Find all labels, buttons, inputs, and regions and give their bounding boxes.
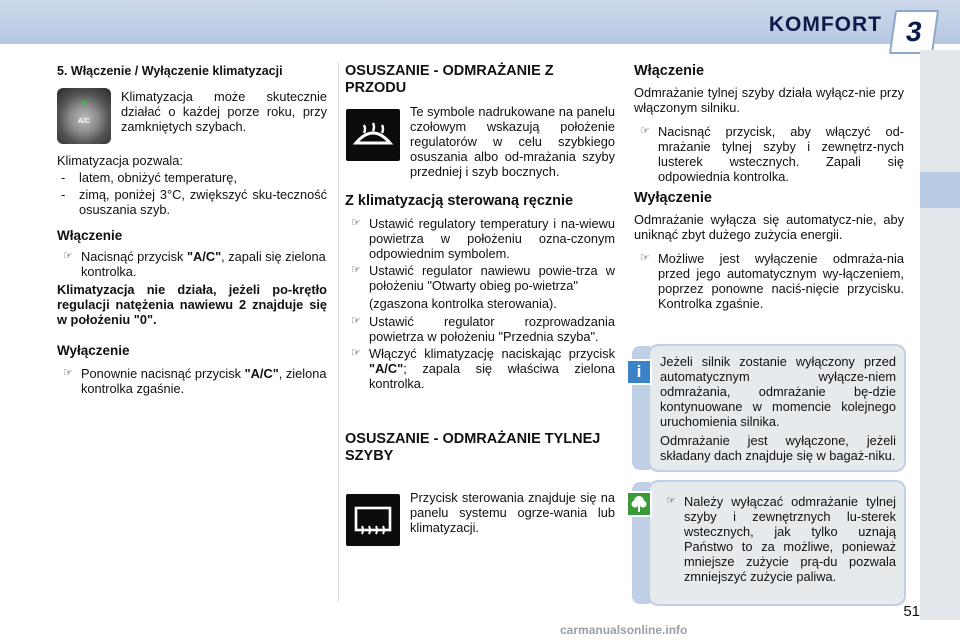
info-icon: i xyxy=(626,359,652,385)
page-number: 51 xyxy=(903,603,920,620)
right-off-heading: Wyłączenie xyxy=(634,190,712,206)
tree-icon xyxy=(626,491,652,517)
right-off-bullet: ☞ Możliwe jest wyłączenie odmraża-nia przed jego automatycznym wy-łączeniem, poprzez ponowne naciś-nięcie przycisku. Kontrolka zgaśnie. xyxy=(640,251,904,311)
allows-label: Klimatyzacja pozwala: xyxy=(57,153,183,168)
right-on-heading: Włączenie xyxy=(634,63,705,79)
front-text: Te symbole nadrukowane na panelu czołowym wskazują położenie regulatorów w celu szybkiego osuszania albo od-mrażania szyby przedniej i szyb bocznych. xyxy=(410,104,615,179)
list-item: ☞ Ustawić regulator nawiewu powie-trza w położeniu "Otwarty obieg po-wietrza" xyxy=(351,263,615,293)
side-strip xyxy=(920,50,960,620)
right-on-block xyxy=(634,63,904,184)
eco-bullet: ☞ Należy wyłączać odmrażanie tylnej szyby i zewnętrznych lu-sterek wstecznych, jak tylko uznają Państwo to za możliwe, ponieważ mniejsze zużycie prą-du pozwala zmniejszyć zużycie paliwa. xyxy=(666,494,896,584)
indicator-led-icon xyxy=(82,100,87,105)
info-box xyxy=(650,346,904,470)
manual-section xyxy=(345,193,615,391)
info-text: Jeżeli silnik zostanie wyłączony przed automatycznym wyłącze-niem odmrażania, odmrażanie bę-dzie kontynuowane w momencie kolejnego uruchomienia silnika. Odmrażanie jest wyłączone, jeżeli składany dach znajduje się w bagaż-niku. xyxy=(660,354,896,463)
right-on-text: Odmrażanie tylnej szyby działa wyłącz-nie przy włączonym silniku. xyxy=(634,85,904,115)
ac-label: A/C xyxy=(77,118,91,125)
list-item: - latem, obniżyć temperaturę, xyxy=(61,170,237,185)
eco-text xyxy=(660,494,896,584)
allows-block xyxy=(57,153,327,217)
ac-button-image xyxy=(57,88,111,144)
off-bullet: ☞ Ponownie nacisnąć przycisk "A/C", zielona kontrolka zgaśnie. xyxy=(63,366,327,396)
watermark: carmanualsonline.info xyxy=(560,623,688,637)
list-item: - zimą, poniżej 3°C, zwiększyć sku-teczność osuszania szyb. xyxy=(61,187,327,217)
on-heading: Włączenie xyxy=(57,228,123,243)
pointing-hand-icon: ☞ xyxy=(666,495,676,507)
eco-box xyxy=(650,482,904,604)
column-divider xyxy=(338,62,339,602)
pointing-hand-icon: ☞ xyxy=(351,347,361,359)
list-item: ☞ Ustawić regulator rozprowadzania powietrza w położeniu "Przednia szyba". xyxy=(351,314,615,344)
pointing-hand-icon: ☞ xyxy=(63,250,73,262)
note-text: (zgaszona kontrolka sterowania). xyxy=(369,296,557,311)
rear-heading: OSUSZANIE - ODMRAŻANIE TYLNEJ SZYBY xyxy=(345,431,601,464)
left-column xyxy=(57,64,327,79)
pointing-hand-icon: ☞ xyxy=(640,252,650,264)
warning-text: Klimatyzacja nie działa, jeżeli po-krętło regulacji natężenia nawiewu 2 znajduje się w położeniu "0". xyxy=(57,282,327,327)
chapter-number: 3 xyxy=(889,10,939,54)
right-on-bullet: ☞ Nacisnąć przycisk, aby włączyć od-mrażanie tylnej szyby i zewnętrz-nych lusterek wstecznych. Zapali się odpowiednia kontrolka. xyxy=(640,124,904,184)
list-item: ☞ Ustawić regulatory temperatury i na-wiewu powietrza w położeniu ozna-czonym odpowiednim symbolem. xyxy=(351,216,615,261)
dash-icon: - xyxy=(61,187,66,202)
front-section xyxy=(345,63,615,97)
section-heading: 5. Włączenie / Wyłączenie klimatyzacji xyxy=(57,64,283,78)
right-off-block xyxy=(634,190,904,311)
intro-text: Klimatyzacja może skutecznie działać o każdej porze roku, przy zamkniętych szybach. xyxy=(121,89,327,134)
manual-heading: Z klimatyzacją sterowaną ręcznie xyxy=(345,193,574,209)
pointing-hand-icon: ☞ xyxy=(640,125,650,137)
on-bullet: ☞ Nacisnąć przycisk "A/C", zapali się zielona kontrolka. xyxy=(63,249,326,279)
on-block xyxy=(57,228,327,327)
chapter-title: KOMFORT xyxy=(768,13,882,36)
pointing-hand-icon: ☞ xyxy=(351,264,361,276)
off-heading: Wyłączenie xyxy=(57,343,130,358)
pointing-hand-icon: ☞ xyxy=(351,315,361,327)
rear-text: Przycisk sterowania znajduje się na panelu systemu ogrze-wania lub klimatyzacji. xyxy=(410,490,615,535)
front-defrost-icon xyxy=(346,109,400,161)
pointing-hand-icon: ☞ xyxy=(351,217,361,229)
rear-defrost-icon xyxy=(346,494,400,546)
header-bar xyxy=(0,0,960,44)
side-tab xyxy=(920,172,960,208)
rear-section xyxy=(345,431,615,465)
front-heading: OSUSZANIE - ODMRAŻANIE Z PRZODU xyxy=(345,63,554,96)
list-item: ☞ Włączyć klimatyzację naciskając przycisk "A/C"; zapala się właściwa zielona kontrolka. xyxy=(351,346,615,391)
off-block xyxy=(57,343,327,396)
pointing-hand-icon: ☞ xyxy=(63,367,73,379)
dash-icon: - xyxy=(61,170,66,185)
right-off-text: Odmrażanie wyłącza się automatycz-nie, aby uniknąć zbyt dużego zużycia energii. xyxy=(634,212,904,242)
